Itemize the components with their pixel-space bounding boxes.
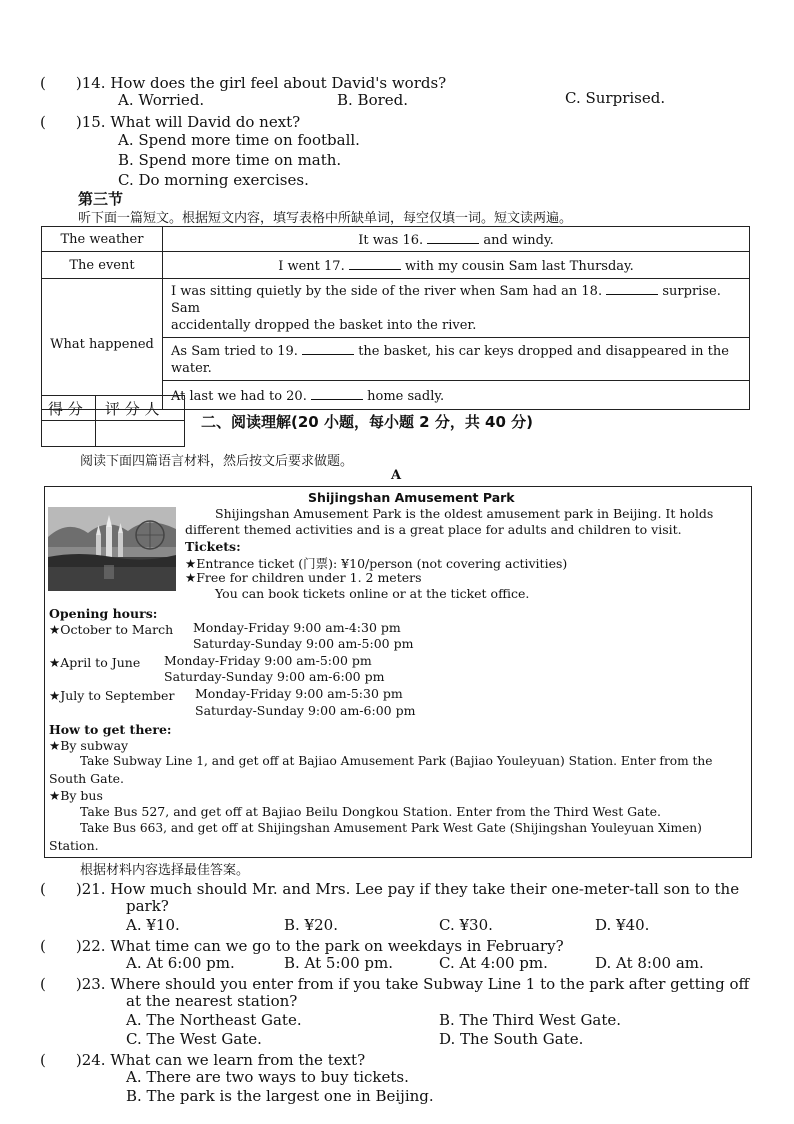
bus-line-3: Station. [49, 838, 99, 853]
period-apr-jun-weekday: Monday-Friday 9:00 am-5:00 pm [164, 653, 372, 668]
q14-stem: ( )14. How does the girl feel about David's words? [40, 74, 447, 92]
period-apr-jun-weekend: Saturday-Sunday 9:00 am-6:00 pm [164, 669, 385, 684]
event-text: I went 17. [278, 258, 345, 274]
q24-stem: ( )24. What can we learn from the text? [40, 1051, 366, 1069]
choose-instruction: 根据材料内容选择最佳答案。 [80, 863, 250, 878]
happened-2-text: As Sam tried to 19. [171, 343, 298, 359]
happened-1-text-end: surprise. Sam [171, 284, 721, 316]
subway-heading: ★By subway [49, 738, 129, 753]
q24-option-b[interactable]: B. The park is the largest one in Beijing. [126, 1087, 434, 1105]
blank-19[interactable] [302, 342, 354, 355]
q23-option-d[interactable]: D. The South Gate. [439, 1030, 584, 1048]
q15-option-b[interactable]: B. Spend more time on math. [118, 151, 342, 169]
happened-3-text: At last we had to 20. [171, 388, 307, 404]
ad-intro-1: Shijingshan Amusement Park is the oldest amusement park in Beijing. It holds [215, 506, 714, 521]
happened-3-text-end: home sadly. [367, 388, 445, 404]
weather-cell [163, 227, 750, 252]
q21-stem-2: park? [126, 897, 169, 915]
tickets-heading: Tickets: [185, 539, 241, 554]
ad-intro-2: different themed activities and is a great place for adults and children to visit. [185, 522, 682, 537]
event-text-end: with my cousin Sam last Thursday. [404, 258, 634, 274]
period-jul-sep-weekday: Monday-Friday 9:00 am-5:30 pm [195, 686, 403, 701]
bus-line-2: Take Bus 663, and get off at Shijingshan Amusement Park West Gate (Shijingshan Youleyuan Ximen) [80, 821, 702, 835]
period-jul-sep-weekend: Saturday-Sunday 9:00 am-6:00 pm [195, 703, 416, 718]
score-box-divider-v [95, 396, 96, 446]
blank-20[interactable] [311, 387, 363, 400]
ticket-entrance: ★Entrance ticket (门票): ¥10/person (not covering activities) [185, 556, 568, 571]
ad-title: Shijingshan Amusement Park [308, 490, 515, 505]
score-box [41, 395, 185, 447]
q21-option-d[interactable]: D. ¥40. [595, 916, 650, 934]
event-cell [163, 252, 750, 279]
q21-option-b[interactable]: B. ¥20. [284, 916, 338, 934]
blank-18[interactable] [606, 282, 658, 295]
period-jul-sep: ★July to September [49, 688, 175, 703]
ticket-free-children: ★Free for children under 1. 2 meters [185, 570, 422, 585]
happened-1-line2: accidentally dropped the basket into the river. [171, 318, 477, 333]
q22-stem: ( )22. What time can we go to the park on weekdays in February? [40, 937, 564, 955]
q15-stem: ( )15. What will David do next? [40, 113, 301, 131]
q15-option-a[interactable]: A. Spend more time on football. [118, 131, 360, 149]
period-apr-jun: ★April to June [49, 655, 141, 670]
q22-option-b[interactable]: B. At 5:00 pm. [284, 954, 393, 972]
q14-option-c[interactable]: C. Surprised. [565, 89, 666, 107]
q14-option-a[interactable]: A. Worried. [118, 91, 205, 109]
event-label: The event [42, 252, 163, 279]
subway-line-2: South Gate. [49, 771, 125, 786]
ticket-booking: You can book tickets online or at the ticket office. [215, 586, 530, 601]
score-label: 得 分 [48, 400, 83, 418]
happened-1-text: I was sitting quietly by the side of the river when Sam had an 18. [171, 284, 603, 299]
period-oct-mar-weekday: Monday-Friday 9:00 am-4:30 pm [193, 620, 401, 635]
section3-title: 第三节 [78, 190, 124, 208]
period-oct-mar: ★October to March [49, 622, 174, 637]
q21-option-a[interactable]: A. ¥10. [126, 916, 180, 934]
part2-title: 二、阅读理解(20 小题，每小题 2 分，共 40 分) [201, 413, 534, 431]
period-oct-mar-weekend: Saturday-Sunday 9:00 am-5:00 pm [193, 636, 414, 651]
bus-heading: ★By bus [49, 788, 103, 803]
park-photo [48, 507, 176, 591]
hours-heading: Opening hours: [49, 606, 158, 621]
weather-text-end: and windy. [483, 232, 554, 248]
happened-2-line2: water. [171, 360, 212, 376]
q21-stem: ( )21. How much should Mr. and Mrs. Lee pay if they take their one-meter-tall son to the [40, 880, 740, 898]
how-heading: How to get there: [49, 722, 172, 737]
q22-option-a[interactable]: A. At 6:00 pm. [126, 954, 235, 972]
happened-row-1 [163, 279, 750, 338]
happened-row-2 [163, 338, 750, 381]
part2-instruction: 阅读下面四篇语言材料，然后按文后要求做题。 [80, 454, 354, 469]
q22-option-c[interactable]: C. At 4:00 pm. [439, 954, 548, 972]
q24-option-a[interactable]: A. There are two ways to buy tickets. [126, 1068, 409, 1086]
weather-label: The weather [42, 227, 163, 252]
q23-stem-2: at the nearest station? [126, 992, 298, 1010]
happened-row-3 [163, 381, 750, 410]
grader-label: 评 分 人 [105, 400, 160, 418]
passage-letter: A [391, 468, 402, 483]
happened-label: What happened [42, 279, 163, 410]
q23-option-a[interactable]: A. The Northeast Gate. [126, 1011, 302, 1029]
q22-option-d[interactable]: D. At 8:00 am. [595, 954, 704, 972]
blank-17[interactable] [349, 257, 401, 270]
section3-instruction: 听下面一篇短文。根据短文内容，填写表格中所缺单词，每空仅填一词。短文读两遍。 [78, 211, 573, 226]
subway-line-1: Take Subway Line 1, and get off at Bajiao Amusement Park (Bajiao Youleyuan) Station. Enter from the [80, 754, 713, 768]
q14-option-b[interactable]: B. Bored. [337, 91, 409, 109]
blank-16[interactable] [427, 231, 479, 244]
happened-2-text-end: the basket, his car keys dropped and disappeared in the [358, 343, 729, 359]
q15-option-c[interactable]: C. Do morning exercises. [118, 171, 309, 189]
q23-option-b[interactable]: B. The Third West Gate. [439, 1011, 622, 1029]
bus-line-1: Take Bus 527, and get off at Bajiao Beilu Dongkou Station. Enter from the Third West Gate. [80, 804, 662, 819]
q21-option-c[interactable]: C. ¥30. [439, 916, 493, 934]
weather-text: It was 16. [358, 232, 424, 248]
listening-table [41, 226, 750, 410]
q23-stem: ( )23. Where should you enter from if you take Subway Line 1 to the park after getting off [40, 975, 750, 993]
q23-option-c[interactable]: C. The West Gate. [126, 1030, 262, 1048]
